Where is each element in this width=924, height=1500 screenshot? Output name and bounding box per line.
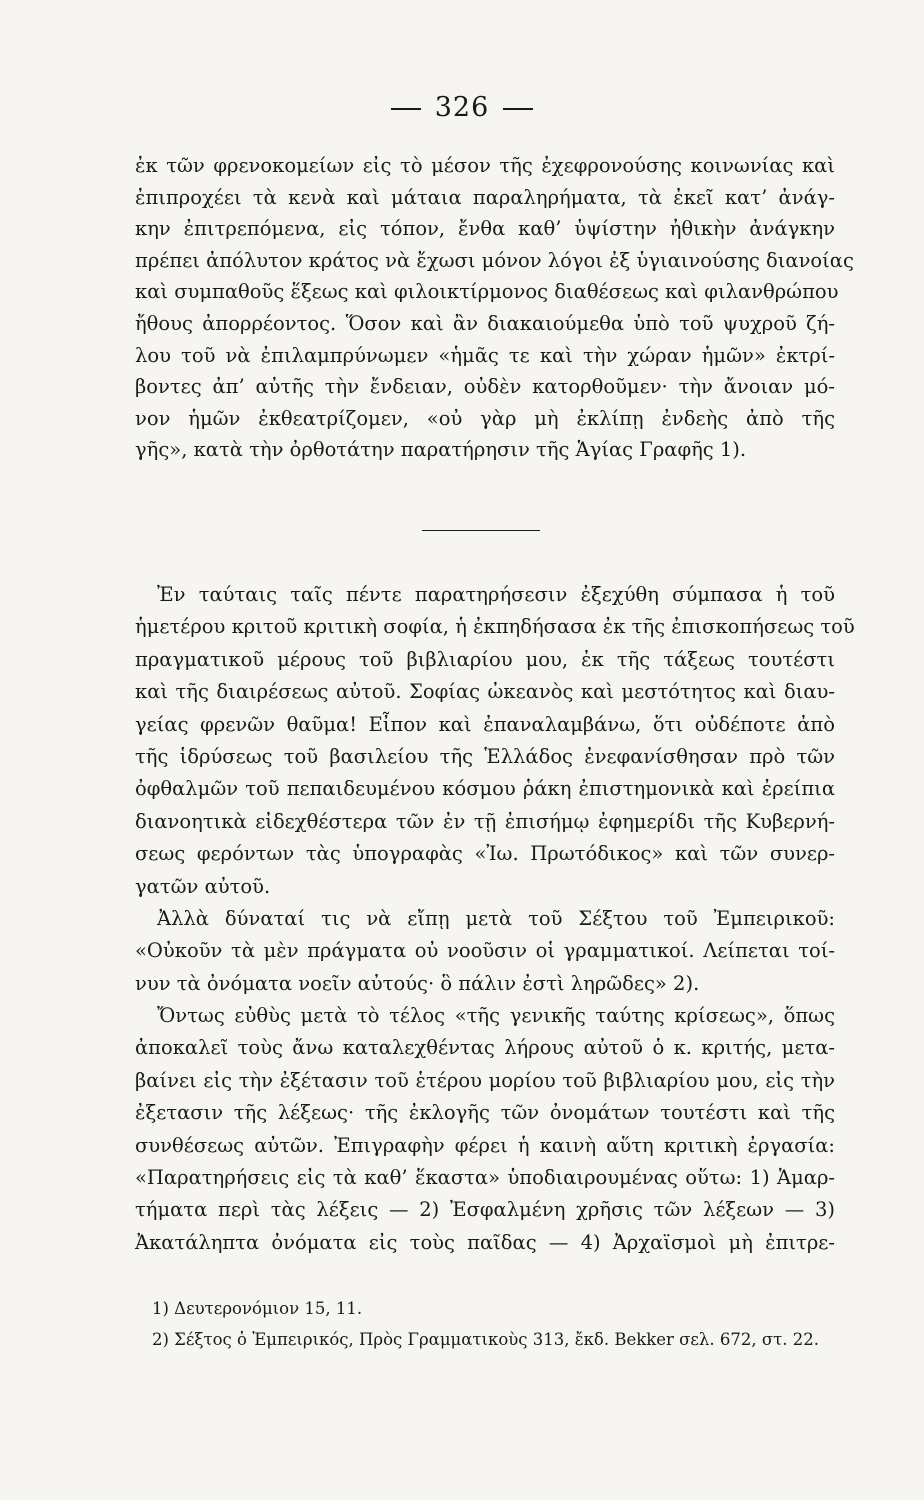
text-line: Ἀλλὰ δύναταί τις νὰ εἴπῃ μετὰ τοῦ Σέξτου τοῦ Ἐμπειρικοῦ: (157, 906, 835, 930)
text-line: ὀφθαλμῶν τοῦ πεπαιδευμένου κόσμου ῥάκη ἐπιστημονικὰ καὶ ἐρείπια (135, 777, 835, 801)
text-line: ἤθους ἀπορρέοντος. Ὅσον καὶ ἂν διακαιούμεθα ὑπὸ τοῦ ψυχροῦ ζή- (135, 311, 835, 335)
text-line: «Οὐκοῦν τὰ μὲν πράγματα οὐ νοοῦσιν οἱ γραμματικοί. Λείπεται τοί- (135, 939, 835, 963)
text-line: «Παρατηρήσεις εἰς τὰ καθ’ ἕκαστα» ὑποδιαιρουμένας οὕτω: 1) Ἁμαρ- (135, 1166, 835, 1190)
text-line: βοντες ἀπ’ αὐτῆς τὴν ἔνδειαν, οὐδὲν κατορθοῦμεν· τὴν ἄνοιαν μό- (135, 375, 835, 399)
left-dash (391, 108, 421, 110)
text-line: νυν τὰ ὀνόματα νοεῖν αὐτούς· ὃ πάλιν ἐστὶ ληρῶδες» 2). (135, 971, 700, 995)
text-line: Ὄντως εὐθὺς μετὰ τὸ τέλος «τῆς γενικῆς ταύτης κρίσεως», ὅπως (157, 1004, 835, 1028)
text-line: διανοητικὰ εἰδεχθέστερα τῶν ἐν τῇ ἐπισήμῳ ἐφημερίδι τῆς Κυβερνή- (135, 809, 835, 833)
text-line: συνθέσεως αὐτῶν. Ἐπιγραφὴν φέρει ἡ καινὴ αὕτη κριτικὴ ἐργασία: (135, 1133, 835, 1157)
text-line: βαίνει εἰς τὴν ἐξέτασιν τοῦ ἑτέρου μορίου τοῦ βιβλιαρίου μου, εἰς τὴν (135, 1068, 835, 1092)
footnotes (152, 1293, 842, 1355)
text-line: γῆς», κατὰ τὴν ὀρθοτάτην παρατήρησιν τῆς Ἁγίας Γραφῆς 1). (135, 438, 747, 462)
section-separator (422, 530, 540, 531)
text-line: Ἀκατάληπτα ὀνόματα εἰς τοὺς παῖδας — 4) Ἀρχαϊσμοὶ μὴ ἐπιτρε- (135, 1230, 835, 1254)
text-line: πρέπει ἀπόλυτον κράτος νὰ ἔχωσι μόνον λόγοι ἐξ ὑγιαινούσης διανοίας (135, 248, 854, 272)
text-line: νον ἡμῶν ἐκθεατρίζομεν, «οὐ γὰρ μὴ ἐκλίπῃ ἐνδεὴς ἀπὸ τῆς (135, 406, 835, 430)
text-line: ἐκ τῶν φρενοκομείων εἰς τὸ μέσον τῆς ἐχεφρονούσης κοινωνίας καὶ (135, 154, 835, 177)
text-line: Ἐν ταύταις ταῖς πέντε παρατηρήσεσιν ἐξεχύθη σύμπασα ἡ τοῦ (157, 583, 835, 606)
top-paragraph (135, 150, 854, 466)
text-line: τῆς ἱδρύσεως τοῦ βασιλείου τῆς Ἑλλάδος ἐνεφανίσθησαν πρὸ τῶν (135, 744, 835, 768)
text-line: λου τοῦ νὰ ἐπιλαμπρύνωμεν «ἡμᾶς τε καὶ τὴν χώραν ἡμῶν» ἐκτρί- (135, 343, 835, 367)
text-line: σεως φερόντων τὰς ὑπογραφὰς «Ἰω. Πρωτόδικος» καὶ τῶν συνερ- (135, 842, 835, 866)
text-line: πραγματικοῦ μέρους τοῦ βιβλιαρίου μου, ἐκ τῆς τάξεως τουτέστι (135, 647, 835, 671)
right-dash (503, 108, 533, 110)
text-line: ἀποκαλεῖ τοὺς ἄνω καταλεχθέντας λήρους αὐτοῦ ὁ κ. κριτής, μετα- (135, 1036, 835, 1060)
text-line: γείας φρενῶν θαῦμα! Εἶπον καὶ ἐπαναλαμβάνω, ὅτι οὐδέποτε ἀπὸ (135, 712, 835, 736)
text-line: τήματα περὶ τὰς λέξεις — 2) Ἐσφαλμένη χρῆσις τῶν λέξεων — 3) (135, 1198, 835, 1222)
text-line: καὶ τῆς διαιρέσεως αὐτοῦ. Σοφίας ὠκεανὸς καὶ μεστότητος καὶ διαυ- (135, 680, 835, 704)
text-line: γατῶν αὐτοῦ. (135, 874, 271, 898)
text-line: ἡμετέρου κριτοῦ κριτικὴ σοφία, ἡ ἐκπηδήσασα ἐκ τῆς ἐπισκοπήσεως τοῦ (135, 615, 855, 639)
page-number-header (0, 92, 924, 123)
footnote-1: 1) Δευτερονόμιον 15, 11. (152, 1299, 363, 1318)
footnote-2: 2) Σέξτος ὁ Ἐμπειρικός, Πρὸς Γραμματικοὺς 313, ἔκδ. Bekker σελ. 672, στ. 22. (152, 1330, 819, 1349)
page-number: 326 (434, 92, 490, 123)
text-line: καὶ συμπαθοῦς ἕξεως καὶ φιλοικτίρμονος διαθέσεως καὶ φιλανθρώπου (135, 280, 839, 304)
text-line: κην ἐπιτρεπόμενα, εἰς τόπον, ἔνθα καθ’ ὑψίστην ἠθικὴν ἀνάγκην (135, 217, 835, 241)
text-line: ἐπιπροχέει τὰ κενὰ καὶ μάταια παραληρήματα, τὰ ἐκεῖ κατ’ ἀνάγ- (135, 185, 835, 209)
text-line: ἐξετασιν τῆς λέξεως· τῆς ἐκλογῆς τῶν ὀνομάτων τουτέστι καὶ τῆς (135, 1101, 835, 1125)
main-text (135, 579, 855, 1259)
